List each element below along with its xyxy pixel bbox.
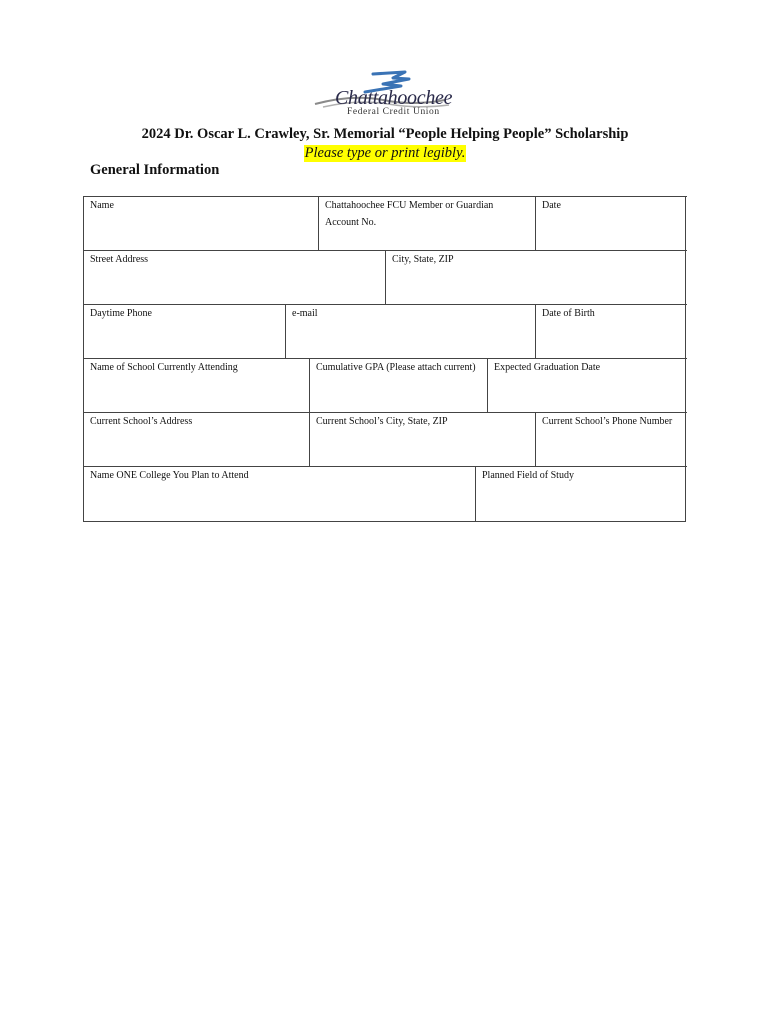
name-label: Name [90,200,114,211]
street-address-field[interactable] [83,250,386,305]
school-city-field[interactable] [309,412,536,467]
school-phone-field[interactable] [535,412,687,467]
date-field[interactable] [535,196,687,251]
street-address-label: Street Address [90,254,149,265]
credit-union-logo [313,70,453,120]
section-heading: General Information [90,162,220,178]
logo-subtitle: Federal Credit Union [347,107,440,117]
graduation-date-field[interactable] [487,358,687,413]
college-label: Name ONE College You Plan to Attend [90,470,249,481]
gpa-field[interactable] [309,358,488,413]
email-field[interactable] [285,304,536,359]
member-account-label: Chattahoochee FCU Member or Guardian [325,200,494,211]
member-account-label-line2: Account No. [325,217,377,228]
member-account-field[interactable] [318,196,536,251]
school-city-label: Current School’s City, State, ZIP [316,416,448,427]
date-label: Date [542,200,561,211]
school-address-label: Current School’s Address [90,416,193,427]
gpa-label: Cumulative GPA (Please attach current) [316,362,476,373]
graduation-date-label: Expected Graduation Date [494,362,601,373]
date-of-birth-field[interactable] [535,304,687,359]
college-field[interactable] [83,466,476,522]
logo-name: Chattahoochee [335,87,453,109]
date-of-birth-label: Date of Birth [542,308,595,319]
daytime-phone-field[interactable] [83,304,286,359]
daytime-phone-label: Daytime Phone [90,308,152,319]
email-label: e-mail [292,308,318,319]
school-address-field[interactable] [83,412,310,467]
school-name-field[interactable] [83,358,310,413]
instruction-note: Please type or print legibly. [304,145,466,161]
city-state-zip-field[interactable] [385,250,687,305]
form-title: 2024 Dr. Oscar L. Crawley, Sr. Memorial “People Helping People” Scholarship [141,126,629,142]
school-name-label: Name of School Currently Attending [90,362,238,373]
city-state-zip-label: City, State, ZIP [392,254,454,265]
name-field[interactable] [83,196,319,251]
field-of-study-label: Planned Field of Study [482,470,574,481]
general-information-form [83,196,686,522]
field-of-study-field[interactable] [475,466,687,522]
school-phone-label: Current School’s Phone Number [542,416,673,427]
